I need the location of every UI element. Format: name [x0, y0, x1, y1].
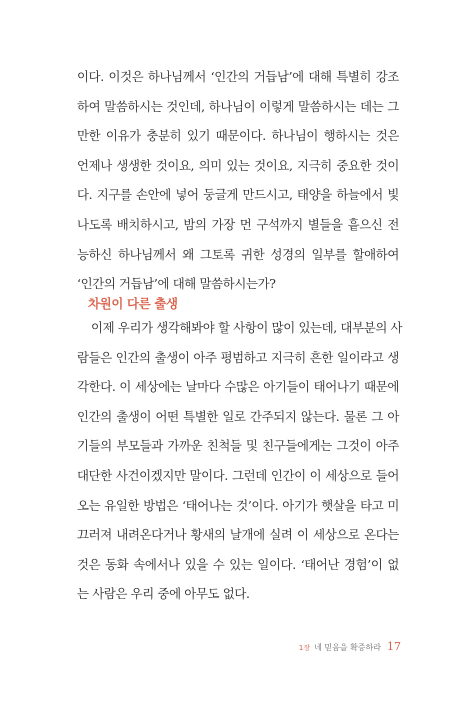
chapter-title: 네 믿음을 확증하라 [314, 643, 381, 652]
section-heading: 차원이 다른 출생 [88, 296, 178, 311]
text-line: 끄러져 내려온다거나 황새의 날개에 실려 이 세상으로 온다는 [77, 527, 399, 543]
text-line: 기들의 부모들과 가까운 친척들 및 친구들에게는 그것이 아주 [77, 438, 399, 454]
text-line: 인간의 출생이 어떤 특별한 일로 간주되지 않는다. 물론 그 아 [77, 408, 399, 424]
text-line: 나도록 배치하시고, 밤의 가장 먼 구석까지 별들을 흩으신 전 [77, 216, 399, 232]
page-footer [299, 640, 401, 653]
text-line: 각한다. 이 세상에는 날마다 수많은 아기들이 태어나기 때문에 [77, 379, 399, 395]
text-line: 이다. 이것은 하나님께서 ‘인간의 거듭남’에 대해 특별히 강조 [77, 69, 399, 84]
text-line: 는 사람은 우리 중에 아무도 없다. [77, 586, 250, 602]
text-line: 다. 지구를 손안에 넣어 둥글게 만드시고, 태양을 하늘에서 빛 [77, 187, 399, 203]
text-line: 것은 동화 속에서나 있을 수 있는 일이다. ‘태어난 경험’이 없 [77, 556, 399, 572]
text-line: 능하신 하나님께서 왜 그토록 귀한 성경의 일부를 할애하여 [77, 246, 399, 262]
text-line: 람들은 인간의 출생이 아주 평범하고 지극히 흔한 일이라고 생 [77, 349, 399, 365]
text-line: ‘인간의 거듭남’에 대해 말씀하시는가? [77, 276, 276, 292]
text-line: 이제 우리가 생각해봐야 할 사항이 많이 있는데, 대부분의 사 [91, 320, 403, 335]
page-number: 17 [387, 640, 401, 653]
paragraph-body [77, 313, 403, 609]
text-line: 대단한 사건이겠지만 말이다. 그런데 인간이 이 세상으로 들어 [77, 467, 399, 483]
paragraph-continued [77, 62, 399, 299]
text-line: 만한 이유가 충분히 있기 때문이다. 하나님이 행하시는 것은 [77, 128, 399, 144]
chapter-number: 1장 [298, 644, 311, 652]
text-line: 언제나 생생한 것이요, 의미 있는 것이요, 지극히 중요한 것이 [77, 157, 399, 173]
text-line: 오는 유일한 방법은 ‘태어나는 것’이다. 아기가 햇살을 타고 미 [77, 497, 399, 513]
text-line: 하여 말씀하시는 것인데, 하나님이 이렇게 말씀하시는 데는 그 [77, 98, 399, 114]
